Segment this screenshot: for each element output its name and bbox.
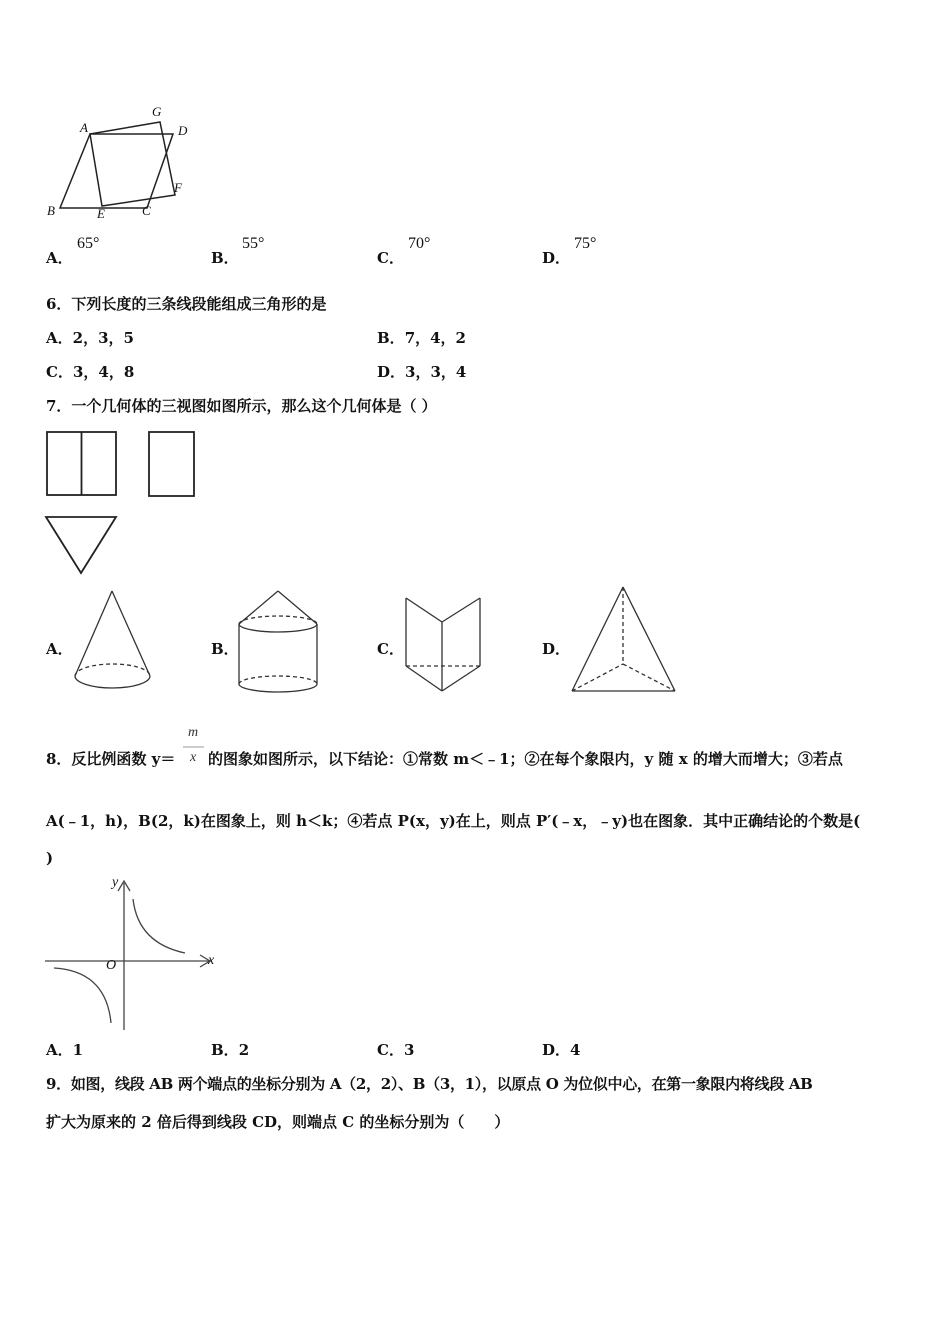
q7-option-d: D． xyxy=(542,640,571,658)
q6-stem: 6．下列长度的三条线段能组成三角形的是 xyxy=(46,295,327,313)
q7-option-c: C． xyxy=(377,640,404,658)
q5-label-g: G xyxy=(152,104,162,119)
q8-option-c: C．3 xyxy=(377,1041,415,1059)
q7-cylinder-cone-figure xyxy=(234,588,322,695)
q6-option-d: D．3，3，4 xyxy=(377,363,467,381)
q7-side-view xyxy=(148,431,196,497)
q8-x-axis-label: x xyxy=(208,953,215,968)
q7-option-b: B． xyxy=(211,640,239,658)
q5-option-c-letter: C． xyxy=(377,249,404,267)
q9-stem-line1: 9．如图，线段 AB 两个端点的坐标分别为 A（2，2）、B（3，1），以原点 O 为位似中心，在第一象限内将线段 AB xyxy=(46,1075,813,1093)
q7-cone-figure xyxy=(70,588,155,693)
q7-option-a: A． xyxy=(46,640,73,658)
q8-fraction-bar xyxy=(183,746,205,748)
q8-graph xyxy=(40,875,225,1033)
q8-stem-prefix: 8．反比例函数 y＝ xyxy=(46,750,176,768)
q5-option-c-value: 70° xyxy=(408,235,431,252)
q7-prism-figure xyxy=(402,594,484,694)
q8-fraction-numerator: m xyxy=(188,725,199,740)
q5-option-b-letter: B． xyxy=(211,249,239,267)
q5-option-a-letter: A． xyxy=(46,249,73,267)
q8-y-axis-label: y xyxy=(112,875,119,890)
q5-option-d-letter: D． xyxy=(542,249,571,267)
q5-label-a: A xyxy=(80,120,88,135)
q5-label-d: D xyxy=(178,123,188,138)
q5-option-a-value: 65° xyxy=(77,235,100,252)
q7-front-view xyxy=(46,431,118,497)
q5-label-b: B xyxy=(47,203,55,218)
q8-origin-label: O xyxy=(106,958,117,973)
q5-label-e: E xyxy=(97,206,105,221)
q8-fraction-denominator: x xyxy=(190,750,197,765)
q5-figure xyxy=(40,100,200,225)
q6-option-b: B．7，4，2 xyxy=(377,329,466,347)
q8-stem-line1: 的图象如图所示，以下结论：①常数 m＜﹣1；②在每个象限内，y 随 x 的增大而增大；③若点 xyxy=(208,750,843,768)
q8-option-b: B．2 xyxy=(211,1041,250,1059)
q5-label-c: C xyxy=(142,203,151,218)
q5-label-f: F xyxy=(174,180,182,195)
q6-option-c: C．3，4，8 xyxy=(46,363,135,381)
q6-option-a: A．2，3，5 xyxy=(46,329,134,347)
q5-option-d-value: 75° xyxy=(574,235,597,252)
q7-stem: 7．一个几何体的三视图如图所示，那么这个几何体是（ ） xyxy=(46,397,437,415)
q7-tetrahedron-figure xyxy=(568,584,680,696)
q5-option-b-value: 55° xyxy=(242,235,265,252)
q7-top-view xyxy=(45,515,119,575)
q8-stem-line2: A(﹣1，h)，B(2，k)在图象上，则 h＜k；④若点 P(x，y)在上，则点 P′(﹣x，﹣y)也在图象．其中正确结论的个数是( xyxy=(46,812,861,830)
q8-option-a: A．1 xyxy=(46,1041,84,1059)
q8-option-d: D．4 xyxy=(542,1041,581,1059)
q8-stem-line3: ) xyxy=(46,849,54,867)
q9-stem-line2: 扩大为原来的 2 倍后得到线段 CD，则端点 C 的坐标分别为（ ） xyxy=(46,1113,510,1131)
